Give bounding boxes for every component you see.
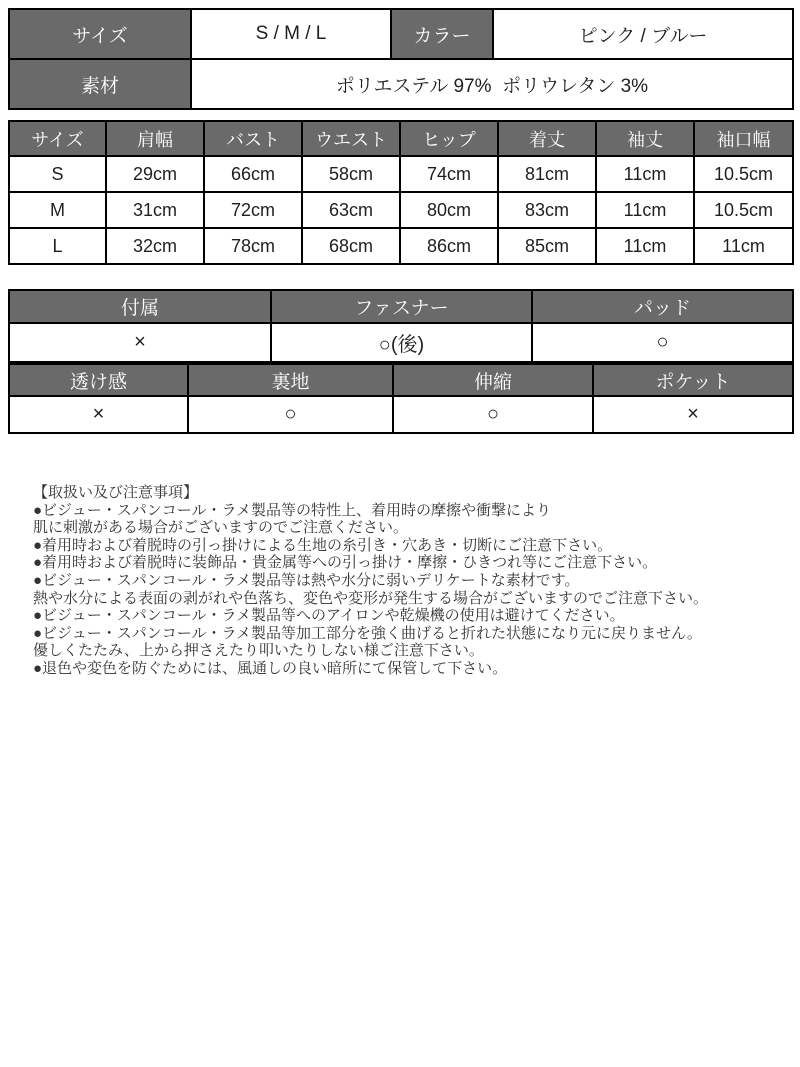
col-header-stretch: 伸縮: [393, 364, 593, 396]
color-header-cell: カラー: [391, 9, 493, 59]
col-header-pocket: ポケット: [593, 364, 793, 396]
cell: 83cm: [498, 192, 596, 228]
col-header-pad: パッド: [532, 290, 793, 323]
table-row-size-m: [9, 192, 793, 228]
cell: 11cm: [596, 156, 694, 192]
col-header-sleeve: 袖丈: [596, 121, 694, 156]
cell: 31cm: [106, 192, 204, 228]
cell: S: [9, 156, 106, 192]
features-table-b: [8, 363, 794, 434]
zipper-value: ○(後): [271, 323, 532, 362]
cell: 10.5cm: [694, 156, 793, 192]
cell: 74cm: [400, 156, 498, 192]
care-note-line: ●ビジュー・スパンコール・ラメ製品等の特性上、着用時の摩擦や衝撃により: [33, 501, 552, 519]
lining-value: ○: [188, 396, 393, 433]
care-note-line: ●ビジュー・スパンコール・ラメ製品等へのアイロンや乾燥機の使用は避けてください。: [33, 607, 625, 625]
care-note-line: ●退色や変色を防ぐためには、風通しの良い暗所にて保管して下さい。: [33, 659, 508, 677]
cell: 80cm: [400, 192, 498, 228]
material-row: [9, 59, 793, 109]
col-header-lining: 裏地: [188, 364, 393, 396]
accessory-value: ×: [9, 323, 271, 362]
cell: 63cm: [302, 192, 400, 228]
cell: L: [9, 228, 106, 264]
cell: M: [9, 192, 106, 228]
col-header-accessory: 付属: [9, 290, 271, 323]
table-row-size-s: [9, 156, 793, 192]
color-value-cell: ピンク / ブルー: [493, 9, 793, 59]
features-a-header-row: [9, 290, 793, 323]
care-note-line: 熱や水分による表面の剥がれや色落ち、変色や変形が発生する場合がございますのでご注意下さい。: [33, 589, 709, 607]
col-header-hip: ヒップ: [400, 121, 498, 156]
size-header-cell: サイズ: [9, 9, 191, 59]
cell: 10.5cm: [694, 192, 793, 228]
features-b-header-row: [9, 364, 793, 396]
care-note-line: ●着用時および着脱時に装飾品・貴金属等への引っ掛け・摩擦・ひきつれ等にご注意下さい。: [33, 554, 658, 572]
care-note-line: ●着用時および着脱時の引っ掛けによる生地の糸引き・穴あき・切断にご注意下さい。: [33, 536, 613, 554]
measurements-header-row: [9, 121, 793, 156]
cell: 11cm: [596, 192, 694, 228]
cell: 85cm: [498, 228, 596, 264]
care-note-line: 肌に刺激がある場合がございますのでご注意ください。: [33, 519, 409, 537]
material-value-cell: ポリエステル 97% ポリウレタン 3%: [191, 59, 793, 109]
cell: 86cm: [400, 228, 498, 264]
pad-value: ○: [532, 323, 793, 362]
care-note-line: ●ビジュー・スパンコール・ラメ製品等加工部分を強く曲げると折れた状態になり元に戻りません。: [33, 624, 702, 642]
cell: 66cm: [204, 156, 302, 192]
care-notes-title: 【取扱い及び注意事項】: [33, 484, 199, 501]
cell: 78cm: [204, 228, 302, 264]
measurements-table: [8, 120, 794, 265]
features-a-value-row: [9, 323, 793, 362]
cell: 68cm: [302, 228, 400, 264]
table-row-size-l: [9, 228, 793, 264]
care-note-line: 優しくたたみ、上から押さえたり叩いたりしない様ご注意下さい。: [33, 642, 484, 660]
col-header-zipper: ファスナー: [271, 290, 532, 323]
col-header-waist: ウエスト: [302, 121, 400, 156]
cell: 11cm: [694, 228, 793, 264]
col-header-sheerness: 透け感: [9, 364, 188, 396]
cell: 29cm: [106, 156, 204, 192]
pocket-value: ×: [593, 396, 793, 433]
size-color-material-table: [8, 8, 794, 110]
cell: 32cm: [106, 228, 204, 264]
cell: 72cm: [204, 192, 302, 228]
stretch-value: ○: [393, 396, 593, 433]
size-color-row: [9, 9, 793, 59]
care-notes: [33, 484, 773, 678]
col-header-bust: バスト: [204, 121, 302, 156]
cell: 11cm: [596, 228, 694, 264]
material-header-cell: 素材: [9, 59, 191, 109]
col-header-size: サイズ: [9, 121, 106, 156]
col-header-cuff: 袖口幅: [694, 121, 793, 156]
cell: 81cm: [498, 156, 596, 192]
features-table-a: [8, 289, 794, 363]
cell: 58cm: [302, 156, 400, 192]
col-header-length: 着丈: [498, 121, 596, 156]
features-b-value-row: [9, 396, 793, 433]
col-header-shoulder: 肩幅: [106, 121, 204, 156]
sheerness-value: ×: [9, 396, 188, 433]
care-note-line: ●ビジュー・スパンコール・ラメ製品等は熱や水分に弱いデリケートな素材です。: [33, 571, 580, 589]
size-value-cell: S / M / L: [191, 9, 391, 59]
